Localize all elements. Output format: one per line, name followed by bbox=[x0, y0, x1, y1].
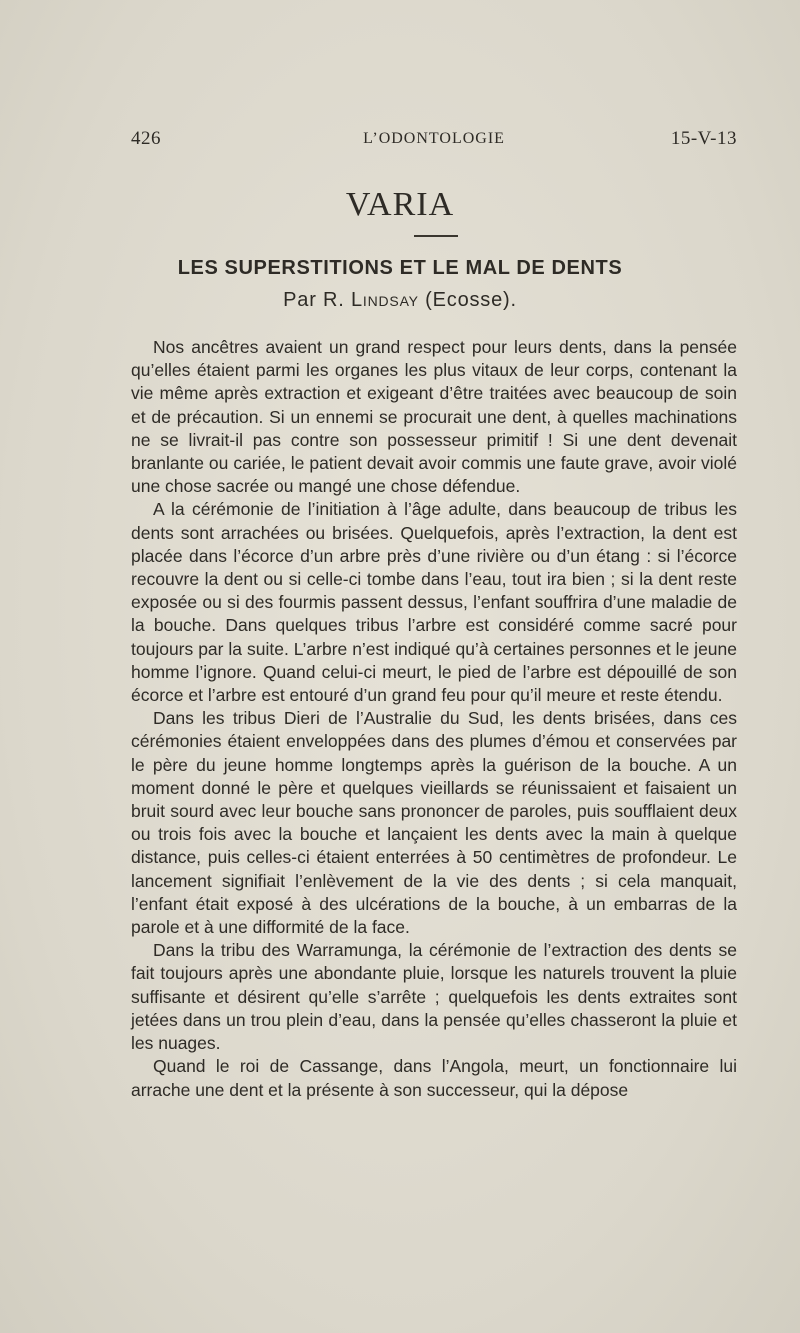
article-title: LES SUPERSTITIONS ET LE MAL DE DENTS bbox=[177, 257, 623, 279]
issue-date: 15-V-13 bbox=[670, 128, 737, 149]
title-divider bbox=[414, 235, 458, 237]
paragraph: A la cérémonie de l’initiation à l’âge adulte, dans beaucoup de tribus les dents sont arrachées ou brisées. Quelquefois, après l’extraction, la dent est placée dans l’écorce d’un arbre près d’une rivière ou d’un étang : si l’écorce recouvre la dent ou si celle-ci tombe dans l’eau, tout ira bien ; si la dent reste exposée ou si des fourmis passent dessus, l’enfant souffrira d’une maladie de la bouche. Dans quelques tribus l’arbre est considéré comme sacré pour toujours par la suite. L’arbre n’est indiqué qu’à certaines personnes et le jeune homme l’ignore. Quand celui-ci meurt, le pied de l’arbre est dépouillé de son écorce et l’arbre est entouré d’un grand feu pour qu’il meure et reste étendu. bbox=[131, 499, 737, 706]
paragraph: Quand le roi de Cassange, dans l’Angola, meurt, un fonctionnaire lui arrache une dent et la présente à son successeur, qui la dépose bbox=[131, 1056, 737, 1100]
author-country: (Ecosse). bbox=[425, 289, 517, 311]
paragraph: Dans la tribu des Warramunga, la cérémonie de l’extraction des dents se fait toujours après une abondante pluie, lorsque les naturels trouvent la pluie suffisante et désirent qu’elle s’arrête ; quelquefois les dents extraites sont jetées dans un trou plein d’eau, dans la pensée qu’elles chasseront la pluie et les nuages. bbox=[131, 940, 737, 1054]
page-number: 426 bbox=[131, 128, 161, 149]
journal-title: L’ODONTOLOGIE bbox=[363, 130, 505, 147]
paragraph: Dans les tribus Dieri de l’Australie du Sud, les dents brisées, dans ces cérémonies étaient enveloppées dans des plumes d’émou et conservées par le père du jeune homme longtemps après la guérison de la bouche. A un moment donné le père et quelques vieillards se réunissaient et faisaient un bruit sourd avec leur bouche sans prononcer de paroles, puis soufflaient deux ou trois fois avec la bouche et lançaient les dents avec la main à quelque distance, puis celles-ci étaient enterrées à 50 centimètres de profondeur. Le lancement signifiait l’enlèvement de la vie des dents ; si cela manquait, l’enfant était exposé à des ulcérations de la bouche, à un embarras de la parole et à une difformité de la face. bbox=[131, 708, 737, 938]
byline-prefix: Par R. bbox=[283, 289, 345, 311]
author-name: Lindsay bbox=[351, 289, 419, 311]
section-title: VARIA bbox=[345, 186, 455, 223]
running-head bbox=[131, 128, 737, 156]
article-body bbox=[131, 336, 737, 1102]
paragraph: Nos ancêtres avaient un grand respect pour leurs dents, dans la pensée qu’elles étaient parmi les organes les plus vitaux de leur corps, contenant la vie même après extraction et exigeant d’être traitées avec beaucoup de soin et de précaution. Si un ennemi se procurait une dent, à quelles machinations ne se livrait-il pas contre son possesseur primitif ! Si une dent devenait branlante ou cariée, le patient devait avoir commis une faute grave, avoir violé une chose sacrée ou mangé une chose défendue. bbox=[131, 337, 737, 497]
byline bbox=[0, 289, 800, 312]
